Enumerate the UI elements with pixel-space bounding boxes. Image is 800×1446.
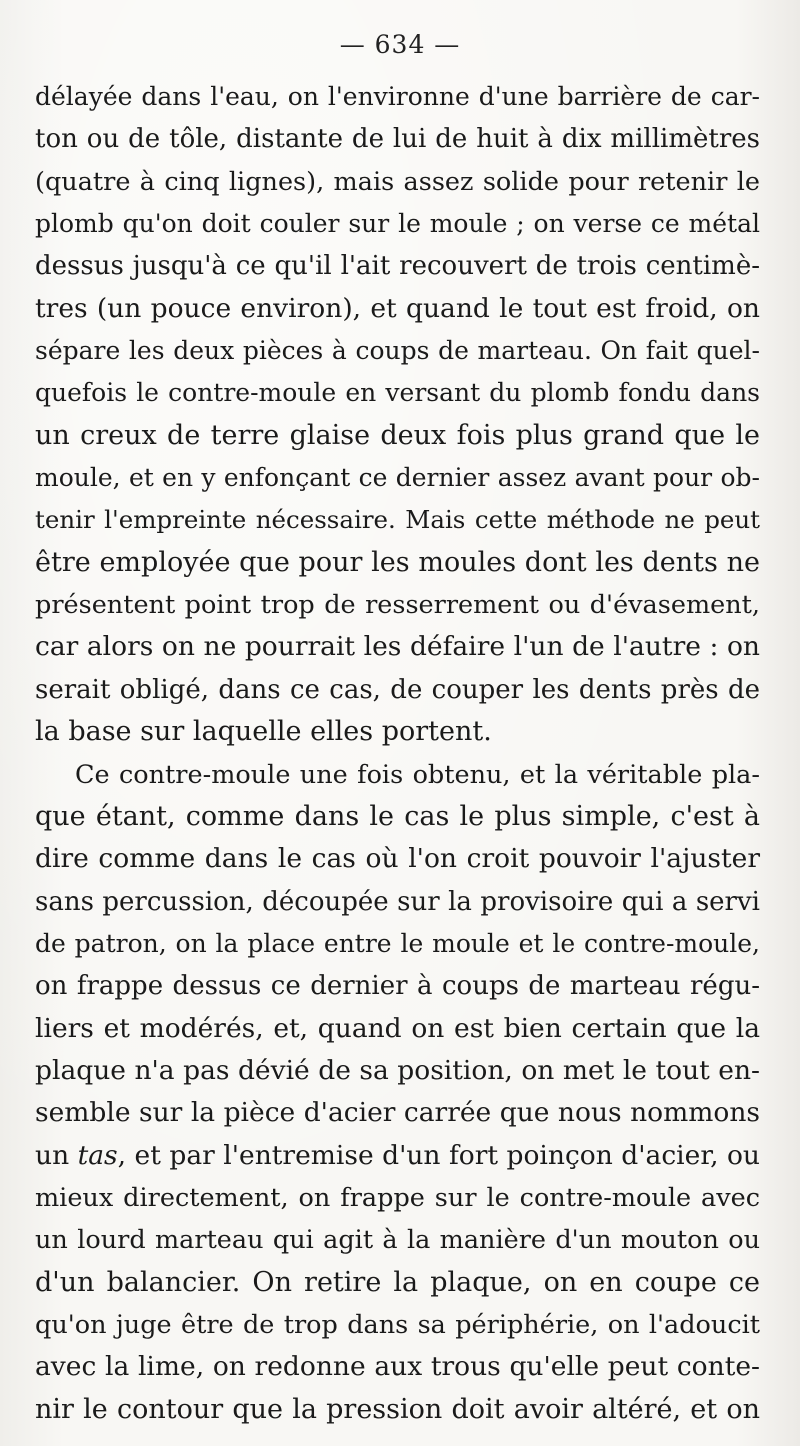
text-line: plaque n'a pas dévié de sa position, on met le tout en- <box>35 1054 760 1086</box>
text-line: ton ou de tôle, distante de lui de huit à dix millimètres <box>35 124 760 155</box>
text-line-with-italic <box>35 1135 760 1177</box>
text-line: liers et modérés, et, quand on est bien certain que la <box>35 1012 760 1044</box>
paragraph-end-line: la base sur laquelle elles portent. <box>35 716 492 748</box>
text-line: on frappe dessus ce dernier à coups de marteau régu- <box>35 971 760 1002</box>
text-line: sans percussion, découpée sur la provisoire qui a servi <box>35 886 760 917</box>
text-segment: , et par l'entremise d'un fort poinçon d'acier, ou <box>117 1139 760 1171</box>
text-line: serait obligé, dans ce cas, de couper les dents près de <box>35 674 760 705</box>
text-segment: un <box>35 1139 78 1171</box>
page-number: — 634 — <box>339 30 461 59</box>
text-line: qu'on juge être de trop dans sa périphérie, on l'adoucit <box>35 1309 760 1340</box>
text-line: présentent point trop de resserrement ou d'évasement, <box>35 590 760 621</box>
text-line: de patron, on la place entre le moule et le contre-moule, <box>35 928 760 958</box>
body-text <box>35 76 760 1431</box>
text-line: un creux de terre glaise deux fois plus grand que le <box>35 419 760 451</box>
text-line: moule, et en y enfonçant ce dernier assez avant pour ob- <box>35 463 760 493</box>
paragraph-start-line: Ce contre-moule une fois obtenu, et la véritable pla- <box>75 759 760 790</box>
text-line: que étant, comme dans le cas le plus simple, c'est à <box>35 800 760 832</box>
text-line: tres (un pouce environ), et quand le tout est froid, on <box>35 292 760 324</box>
italic-term: tas <box>77 1139 118 1171</box>
text-line: dessus jusqu'à ce qu'il l'ait recouvert de trois centimè- <box>35 251 760 282</box>
text-line: tenir l'empreinte nécessaire. Mais cette méthode ne peut <box>35 505 760 535</box>
text-line: plomb qu'on doit couler sur le moule ; on verse ce métal <box>35 209 760 239</box>
text-line: car alors on ne pourrait les défaire l'un de l'autre : on <box>35 631 760 663</box>
text-line: (quatre à cinq lignes), mais assez solide pour retenir le <box>35 166 760 197</box>
text-line: avec la lime, on redonne aux trous qu'elle peut conte- <box>35 1351 760 1383</box>
text-line: délayée dans l'eau, on l'environne d'une barrière de car- <box>35 82 760 111</box>
text-line: sépare les deux pièces à coups de marteau. On fait quel- <box>35 336 760 366</box>
text-line: d'un balancier. On retire la plaque, on en coupe ce <box>35 1266 760 1298</box>
text-line: semble sur la pièce d'acier carrée que nous nommons <box>35 1097 760 1129</box>
text-line: mieux directement, on frappe sur le contre-moule avec <box>35 1182 760 1213</box>
text-line: dire comme dans le cas où l'on croit pouvoir l'ajuster <box>35 843 760 875</box>
text-line: un lourd marteau qui agit à la manière d'un mouton ou <box>35 1225 760 1256</box>
text-line: nir le contour que la pression doit avoir altéré, et on <box>35 1393 760 1425</box>
text-line: quefois le contre-moule en versant du plomb fondu dans <box>35 378 760 408</box>
text-line: être employée que pour les moules dont les dents ne <box>35 546 760 578</box>
